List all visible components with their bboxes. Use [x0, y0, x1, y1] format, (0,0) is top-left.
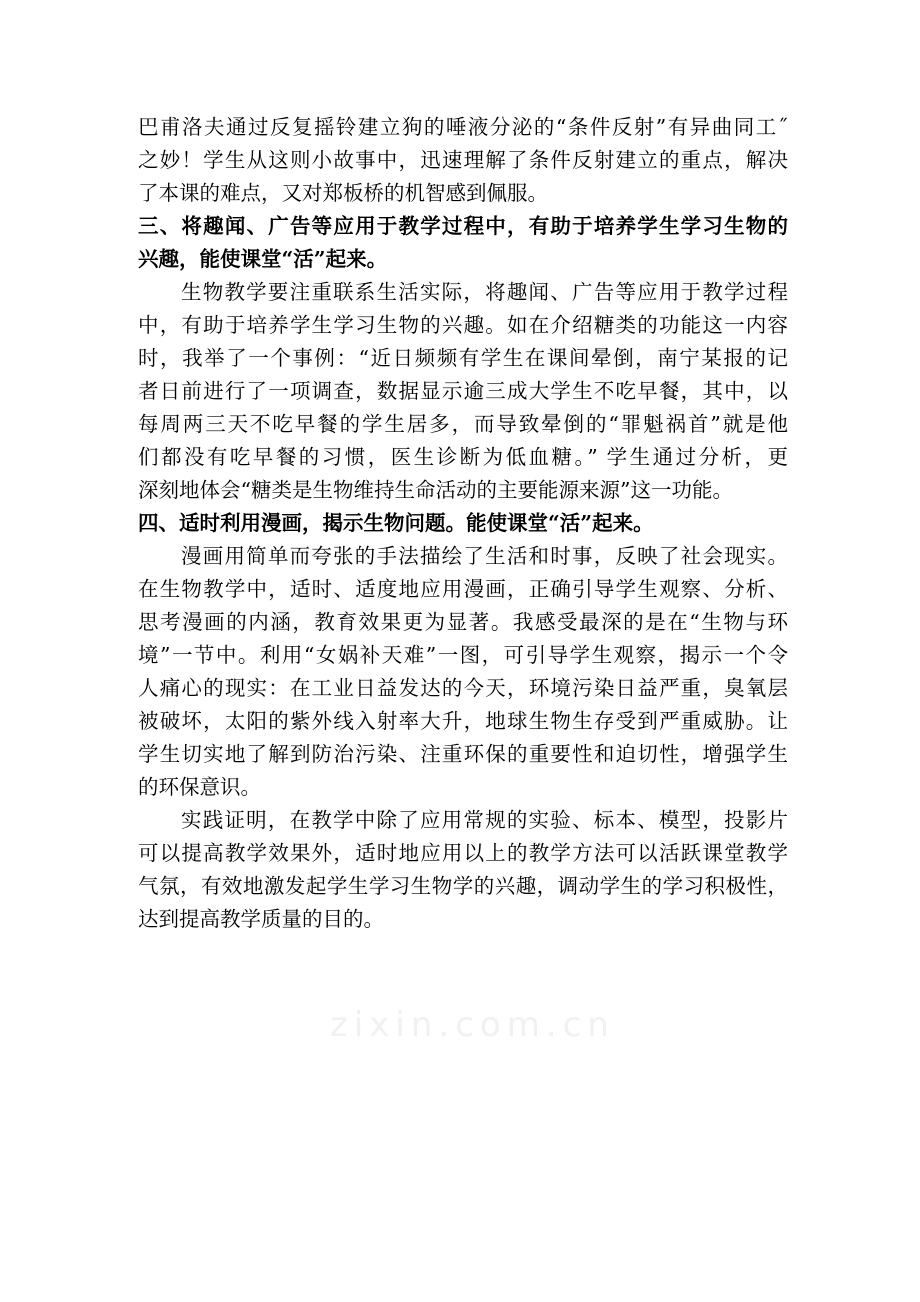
- paragraph-cartoons: [138, 540, 788, 804]
- paragraph-conclusion: [138, 804, 788, 936]
- section-heading-4: [138, 507, 788, 540]
- text-line: 生物教学要注重联系生活实际，将趣闻、广告等应用于教学过程: [181, 280, 788, 304]
- paragraph-continued: [138, 111, 788, 210]
- text-line: 实践证明，在教学中除了应用常规的实验、标本、模型，投影片: [181, 808, 788, 832]
- heading-line: 兴趣，能使课堂“活”起来。: [138, 247, 388, 271]
- paragraph-trivia-ads: [138, 276, 788, 507]
- text-line: 的环保意识。: [138, 775, 261, 799]
- text-line: 气氛，有效地激发起学生学习生物学的兴趣，调动学生的学习积极性，: [138, 874, 788, 898]
- section-heading-3: [138, 210, 788, 276]
- text-line: 学生切实地了解到防治污染、注重环保的重要性和迫切性，增强学生: [138, 742, 788, 766]
- text-line: 时，我举了一个事例：“近日频频有学生在课间晕倒，南宁某报的记: [138, 346, 788, 370]
- text-line: 深刻地体会“糖类是生物维持生命活动的主要能源来源”这一功能。: [138, 478, 733, 502]
- text-line: 思考漫画的内涵，教育效果更为显著。我感受最深的是在“生物与环: [138, 610, 788, 634]
- text-line: 被破坏，太阳的紫外线入射率大升，地球生物生存受到严重威胁。让: [138, 709, 788, 733]
- text-line: 达到提高教学质量的目的。: [138, 907, 384, 931]
- heading-line: 四、适时利用漫画，揭示生物问题。能使课堂“活”起来。: [138, 511, 654, 535]
- text-line: 们都没有吃早餐的习惯，医生诊断为低血糖。” 学生通过分析，更: [138, 445, 788, 469]
- text-line: 在生物教学中，适时、适度地应用漫画，正确引导学生观察、分析、: [138, 577, 788, 601]
- text-line: 中，有助于培养学生学习生物的兴趣。如在介绍糖类的功能这一内容: [138, 313, 788, 337]
- text-line: 人痛心的现实：在工业日益发达的今天，环境污染日益严重，臭氧层: [138, 676, 788, 700]
- text-line: 每周两三天不吃早餐的学生居多，而导致晕倒的“罪魁祸首”就是他: [138, 412, 788, 436]
- text-line: 漫画用简单而夸张的手法描绘了生活和时事，反映了社会现实。: [181, 544, 788, 568]
- text-line: 可以提高教学效果外，适时地应用以上的教学方法可以活跃课堂教学: [138, 841, 788, 865]
- watermark: zixin.com.cn: [330, 1005, 615, 1045]
- text-line: 巴甫洛夫通过反复摇铃建立狗的唾液分泌的“条件反射”有异曲同工˝: [138, 115, 788, 139]
- heading-line: 三、将趣闻、广告等应用于教学过程中，有助于培养学生学习生物的: [138, 214, 788, 238]
- document-body: [138, 111, 788, 936]
- text-line: 者日前进行了一项调查，数据显示逾三成大学生不吃早餐，其中，以: [138, 379, 788, 403]
- text-line: 之妙！学生从这则小故事中，迅速理解了条件反射建立的重点，解决: [138, 148, 788, 172]
- text-line: 了本课的难点，又对郑板桥的机智感到佩服。: [138, 181, 548, 205]
- text-line: 境”一节中。利用“女娲补天难”一图，可引导学生观察，揭示一个令: [138, 643, 788, 667]
